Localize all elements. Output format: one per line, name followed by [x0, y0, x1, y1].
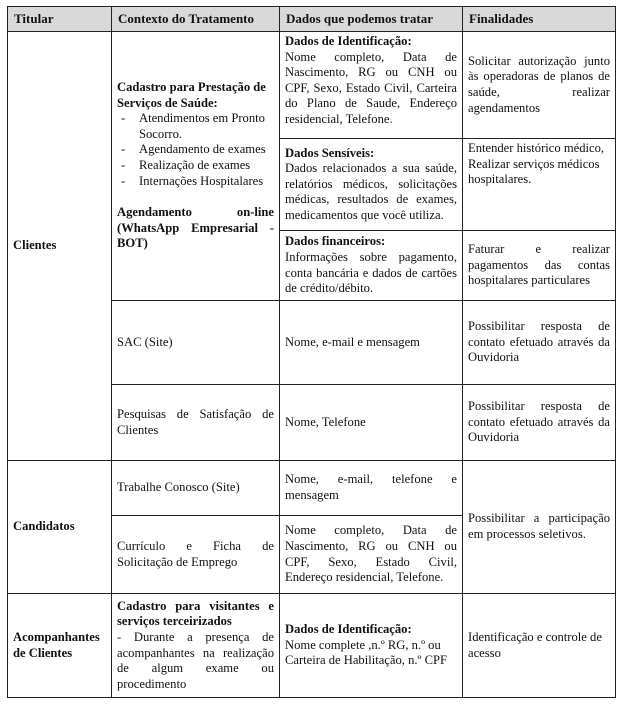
finalidade-seletivos: Possibilitar a participação em processos seletivos. — [463, 461, 616, 594]
header-dados: Dados que podemos tratar — [280, 7, 463, 32]
table-row — [8, 461, 616, 516]
dados-sensiveis — [280, 139, 463, 231]
dados-head: Dados de Identificação: — [285, 34, 412, 48]
dados-body: Informações sobre pagamento, conta bancária e dados de cartões de crédito/débito. — [285, 249, 457, 296]
dados-body: Nome complete ,n.º RG, n.º ou Carteira de Habilitação, n.º CPF — [285, 637, 447, 668]
table-row — [8, 32, 616, 139]
table-row — [8, 594, 616, 698]
list-item: - Realização de exames — [139, 158, 274, 174]
dados-body: Dados relacionados a sua saúde, relatórios médicos, solicitações médicas, resultados de exames, medicamentos que você utiliza. — [285, 161, 457, 222]
finalidade-pesquisas: Possibilitar resposta de contato efetuado através da Ouvidoria — [463, 385, 616, 461]
data-treatment-table — [7, 6, 616, 698]
dados-head: Dados financeiros: — [285, 234, 386, 249]
contexto-title: Cadastro para Prestação de Serviços de Saúde: — [117, 80, 266, 110]
list-item: - Internações Hospitalares — [139, 174, 274, 190]
contexto-pesquisas: Pesquisas de Satisfação de Clientes — [112, 385, 280, 461]
contexto-curriculo: Currículo e Ficha de Solicitação de Emprego — [112, 516, 280, 594]
dados-body: Nome completo, Data de Nascimento, RG ou CNH ou CPF, Sexo, Estado Civil, Carteira do Plano de Saude, Endereço residencial, Telefone. — [285, 49, 457, 126]
contexto-body: - Durante a presença de acompanhantes na realização de algum exame ou procedimento — [117, 629, 274, 691]
titular-candidatos: Candidatos — [8, 461, 112, 594]
dados-curriculo: Nome completo, Data de Nascimento, RG ou CNH ou CPF, Sexo, Estado Civil, Endereço residencial, Telefone. — [280, 516, 463, 594]
contexto-title: Cadastro para visitantes e serviços terceirizados — [117, 598, 274, 629]
contexto-visitantes — [112, 594, 280, 698]
finalidade-line: Entender histórico médico, — [468, 141, 605, 155]
table-header-row — [8, 7, 616, 32]
titular-acompanhantes: Acompanhantes de Clientes — [8, 594, 112, 698]
contexto-trabalhe-conosco: Trabalhe Conosco (Site) — [112, 461, 280, 516]
contexto-agendamento-online: Agendamento on-line (WhatsApp Empresarial - BOT) — [117, 205, 274, 251]
finalidade-line: Realizar serviços médicos hospitalares. — [468, 156, 600, 187]
list-item: - Agendamento de exames — [139, 142, 274, 158]
dados-trabalhe-conosco: Nome, e-mail, telefone e mensagem — [280, 461, 463, 516]
header-contexto: Contexto do Tratamento — [112, 7, 280, 32]
dados-acompanhantes — [280, 594, 463, 698]
header-titular: Titular — [8, 7, 112, 32]
dados-head: Dados Sensíveis: — [285, 145, 375, 160]
finalidade-acompanhantes: Identificação e controle de acesso — [463, 594, 616, 698]
titular-clientes: Clientes — [8, 32, 112, 461]
list-item: - Atendimentos em Pronto Socorro. — [139, 111, 274, 142]
header-finalidades: Finalidades — [463, 7, 616, 32]
contexto-sac: SAC (Site) — [112, 301, 280, 385]
dados-financeiros — [280, 231, 463, 301]
finalidade-autorizacao: Solicitar autorização junto às operadoras de planos de saúde, realizar agendamentos — [463, 32, 616, 139]
finalidade-historico — [463, 139, 616, 231]
dados-identificacao — [280, 32, 463, 139]
dados-sac: Nome, e-mail e mensagem — [280, 301, 463, 385]
contexto-cadastro-saude — [112, 32, 280, 301]
finalidade-faturar: Faturar e realizar pagamentos das contas hospitalares particulares — [463, 231, 616, 301]
finalidade-sac: Possibilitar resposta de contato efetuado através da Ouvidoria — [463, 301, 616, 385]
dados-head: Dados de Identificação: — [285, 622, 412, 637]
dados-pesquisas: Nome, Telefone — [280, 385, 463, 461]
contexto-list — [117, 111, 274, 189]
